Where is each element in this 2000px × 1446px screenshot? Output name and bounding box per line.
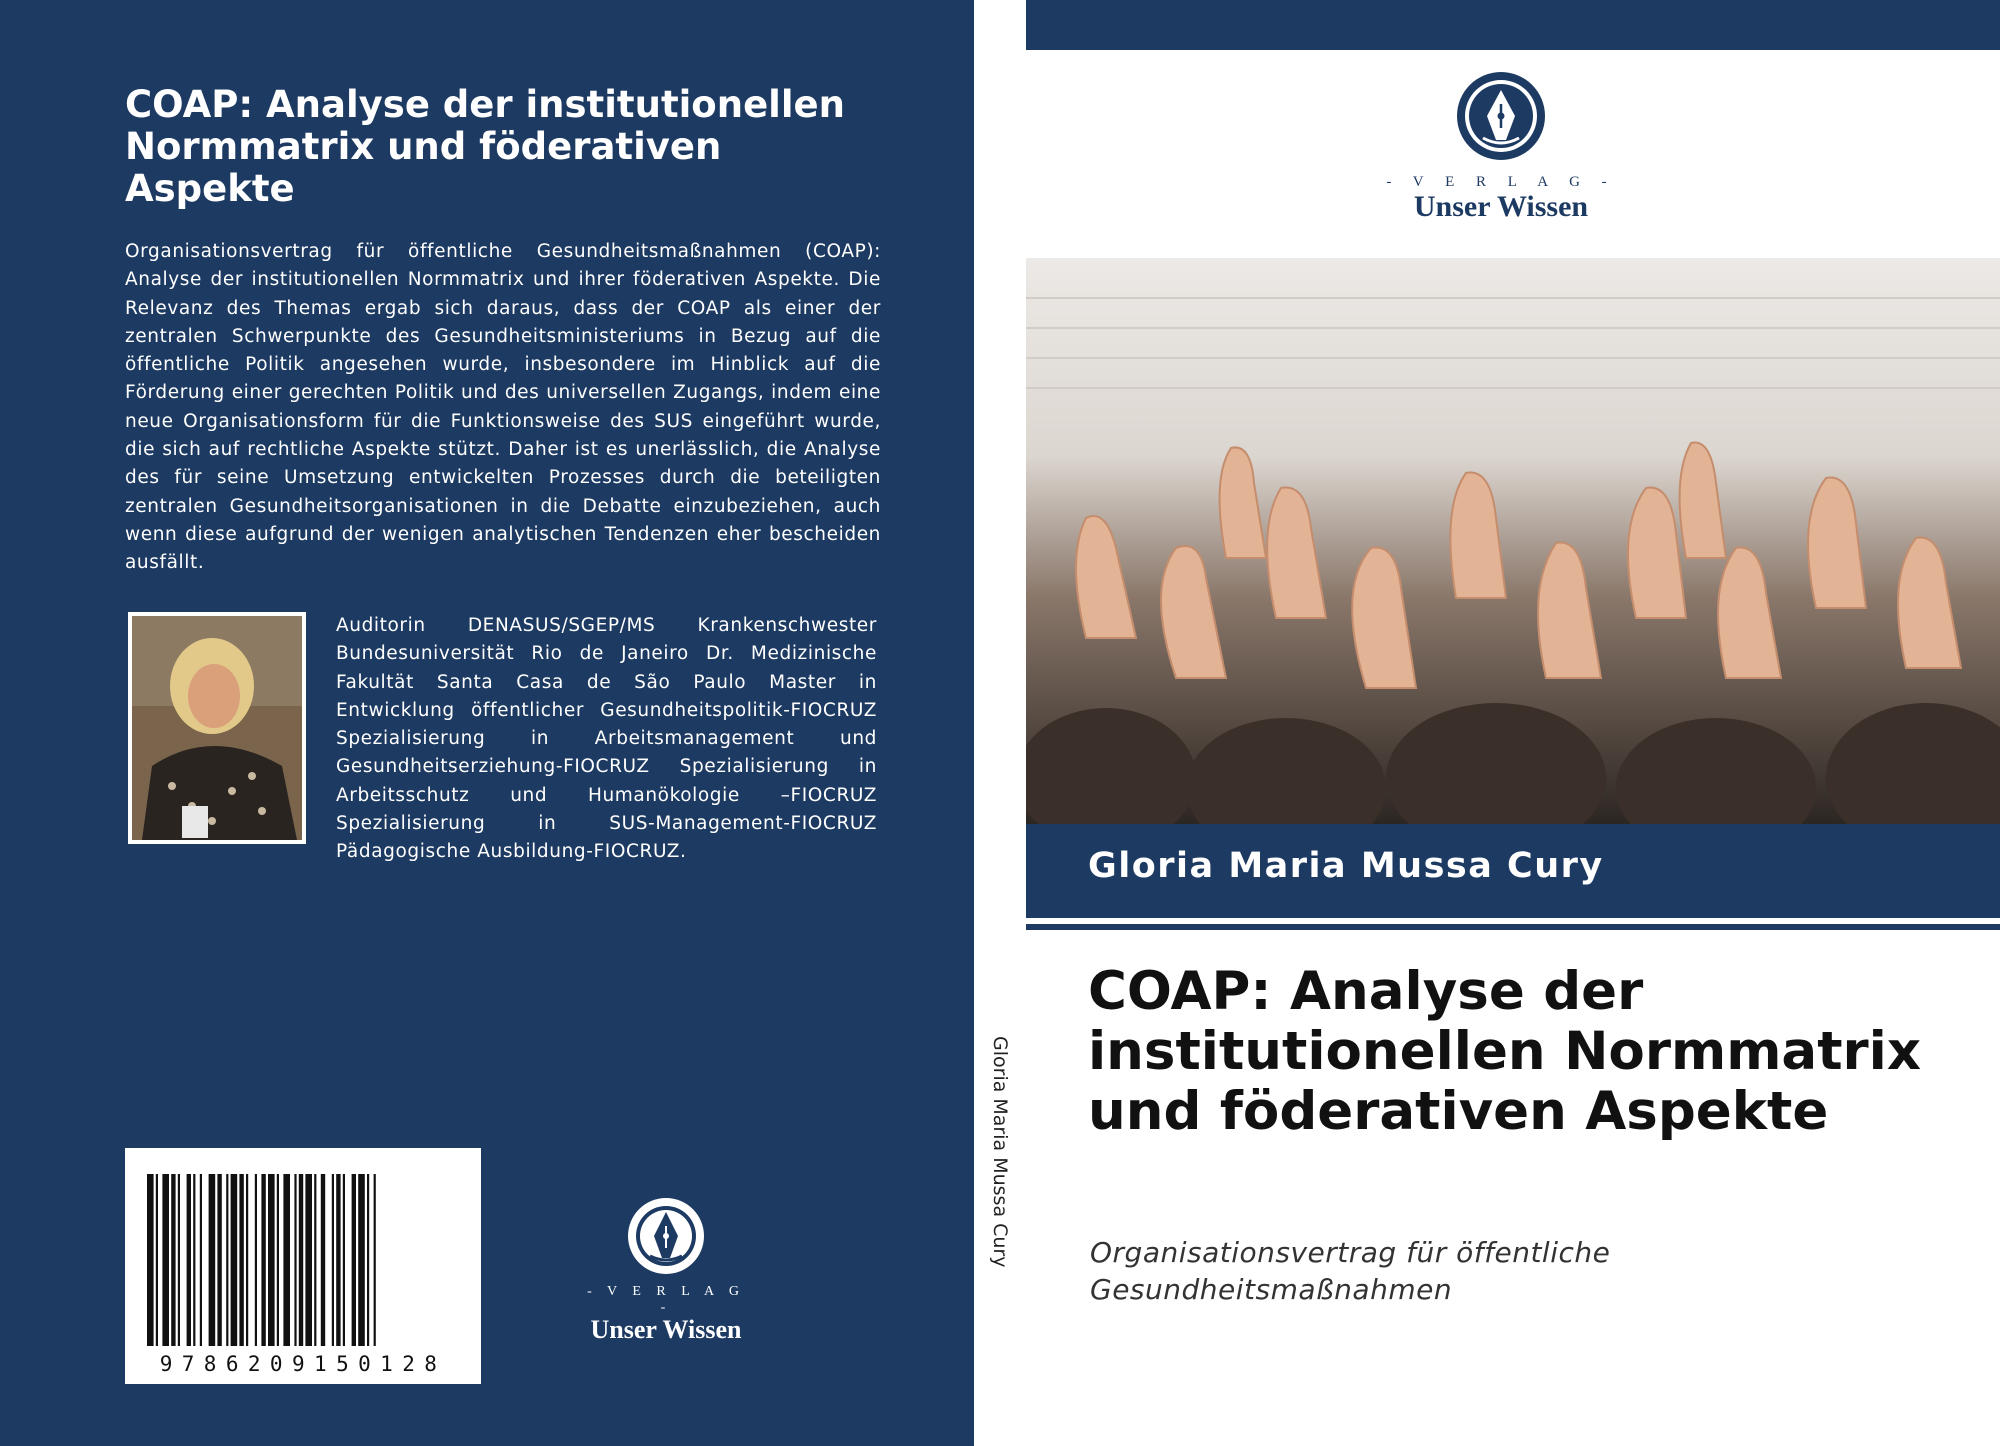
back-cover bbox=[0, 0, 974, 1446]
divider bbox=[1026, 924, 2000, 930]
publisher-logo-front bbox=[1381, 70, 1621, 230]
author-band bbox=[1026, 824, 2000, 918]
barcode-digits: 9786209150128 bbox=[159, 1352, 447, 1376]
barcode-bars bbox=[125, 1148, 481, 1384]
front-author-name: Gloria Maria Mussa Cury bbox=[1088, 846, 1604, 886]
front-top-bar bbox=[1026, 0, 2000, 50]
publisher-name: Unser Wissen bbox=[590, 1315, 742, 1344]
back-cover-title: COAP: Analyse der institutionellen Normmatrix und föderativen Aspekte bbox=[125, 83, 845, 210]
back-cover-summary: Organisationsvertrag für öffentliche Gesundheitsmaßnahmen (COAP): Analyse der institutionellen Normmatrix und ihrer föderativen Aspekte. Die Relevanz des Themas ergab sich daraus, dass der COAP als einer der zentralen Schwerpunkte des Gesundheitsministeriums in Bezug auf die öffentliche Politik angesehen wurde, insbesondere im Hinblick auf die Förderung einer gerechten Politik und des universellen Zugangs, indem eine neue Organisationsform für die Funktionsweise des SUS eingeführt wurde, die sich auf rechtliche Aspekte stützt. Daher ist es unerlässlich, die Analyse des für seine Umsetzung entwickelten Prozesses durch die beteiligten zentralen Gesundheitsorganisationen in die Debatte einzubeziehen, auch wenn diese aufgrund der wenigen analytischen Tendenzen eher bescheiden ausfällt. bbox=[125, 241, 881, 574]
publisher-name: Unser Wissen bbox=[1413, 190, 1589, 223]
author-bio: Auditorin DENASUS/SGEP/MS Krankenschwester Bundesuniversität Rio de Janeiro Dr. Medizinische Fakultät Santa Casa de São Paulo Master in Entwicklung öffentlicher Gesundheitspolitik-FIOCRUZ Spezialisierung in Arbeitsmanagement und Gesundheitserziehung-FIOCRUZ Spezialisierung in Arbeitsschutz und Humanökologie –FIOCRUZ Spezialisierung in SUS-Management-FIOCRUZ Pädagogische Ausbildung-FIOCRUZ. bbox=[336, 615, 877, 863]
front-cover-subtitle: Organisationsvertrag für öffentliche Gesundheitsmaßnahmen bbox=[1090, 1236, 1611, 1306]
fountain-pen-nib-icon bbox=[1455, 70, 1547, 162]
author-photo bbox=[128, 612, 306, 844]
front-cover-title: COAP: Analyse der institutionellen Normmatrix und föderativen Aspekte bbox=[1088, 961, 1922, 1142]
spine bbox=[974, 0, 1026, 1446]
publisher-verlag-label: - V E R L A G - bbox=[1386, 174, 1616, 190]
publisher-verlag-label: - V E R L A G - bbox=[587, 1284, 745, 1315]
barcode bbox=[125, 1148, 481, 1384]
fountain-pen-nib-icon bbox=[626, 1196, 706, 1276]
spine-author: Gloria Maria Mussa Cury bbox=[989, 1036, 1011, 1268]
cover-photo-raised-hands bbox=[1026, 258, 2000, 824]
front-cover bbox=[1026, 0, 2000, 1446]
publisher-logo-back bbox=[580, 1196, 752, 1344]
